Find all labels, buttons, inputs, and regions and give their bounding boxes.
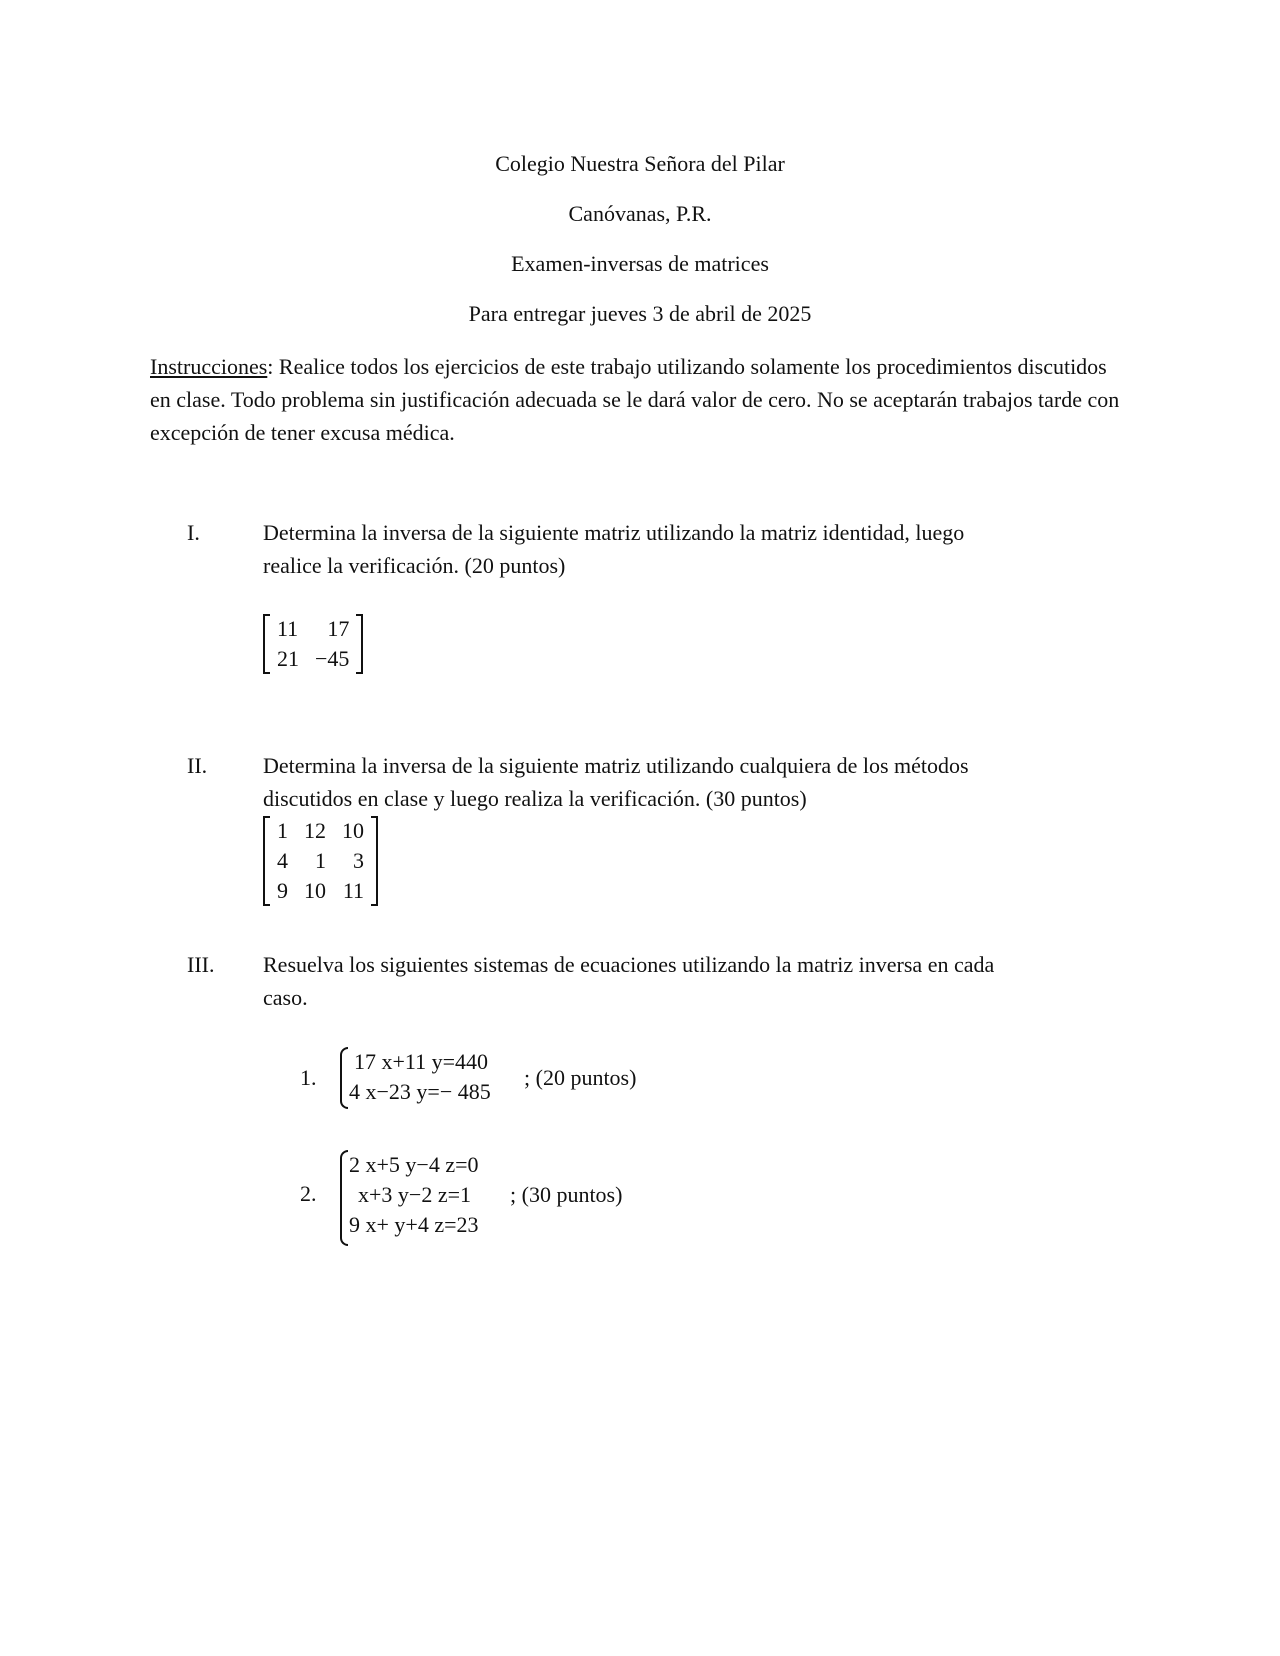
system-2-equation-3: 9 x+ y+4 z=23 (349, 1212, 479, 1237)
question-2-text (263, 749, 1113, 815)
matrix-cell: 4 (277, 848, 288, 873)
matrix-cell: 9 (277, 878, 288, 903)
system-1-points: ; (20 puntos) (524, 1065, 637, 1090)
system-2-equation-2: x+3 y−2 z=1 (358, 1182, 471, 1207)
system-2-number: 2. (300, 1181, 317, 1206)
matrix-cell: 12 (304, 818, 326, 843)
matrix-cell: 11 (277, 616, 299, 641)
instructions-label: Instrucciones (150, 354, 268, 379)
question-1-line-2: realice la verificación. (20 puntos) (263, 553, 566, 578)
due-date: Para entregar jueves 3 de abril de 2025 (468, 301, 812, 326)
question-2-numeral: II. (187, 753, 208, 778)
matrix-cell: 17 (327, 616, 350, 641)
matrix-cell: 21 (277, 646, 299, 671)
question-3-text (263, 948, 1113, 1014)
matrix-cell: 10 (342, 818, 364, 843)
matrix-3x3 (263, 816, 378, 906)
system-1-number: 1. (300, 1065, 317, 1090)
matrix-cell: 3 (353, 848, 364, 873)
question-3-numeral: III. (187, 952, 215, 977)
question-2-line-2: discutidos en clase y luego realiza la verificación. (30 puntos) (263, 786, 807, 811)
instructions (150, 350, 1125, 449)
school-name: Colegio Nuestra Señora del Pilar (495, 151, 785, 176)
system-1-brace (340, 1047, 348, 1109)
question-1-numeral: I. (187, 520, 200, 545)
question-1-text (263, 516, 1113, 582)
exam-title: Examen-inversas de matrices (511, 251, 769, 276)
system-2-equation-1: 2 x+5 y−4 z=0 (349, 1152, 479, 1177)
matrix-cell: 1 (277, 818, 288, 843)
matrix-cell: 11 (342, 878, 364, 903)
question-2-line-1: Determina la inversa de la siguiente matriz utilizando cualquiera de los métodos (263, 753, 969, 778)
question-3-line-2: caso. (263, 985, 308, 1010)
system-2-points: ; (30 puntos) (510, 1182, 623, 1207)
question-3-line-1: Resuelva los siguientes sistemas de ecuaciones utilizando la matriz inversa en cada (263, 952, 995, 977)
question-1-line-1: Determina la inversa de la siguiente matriz utilizando la matriz identidad, luego (263, 520, 965, 545)
system-1-equation-2: 4 x−23 y=− 485 (349, 1079, 491, 1104)
matrix-cell: 1 (315, 848, 326, 873)
system-2-brace (340, 1150, 348, 1246)
matrix-cell: 10 (304, 878, 326, 903)
system-1-equation-1: 17 x+11 y=440 (354, 1049, 488, 1074)
town-name: Canóvanas, P.R. (568, 201, 712, 226)
matrix-cell: −45 (315, 646, 350, 671)
matrix-2x2 (263, 614, 363, 674)
instructions-text: : Realice todos los ejercicios de este trabajo utilizando solamente los procedimientos discutidos en clase. Todo problema sin justificación adecuada se le dará valor de cero. No se aceptarán trabajos tarde con excepción de tener excusa médica. (150, 354, 1120, 445)
